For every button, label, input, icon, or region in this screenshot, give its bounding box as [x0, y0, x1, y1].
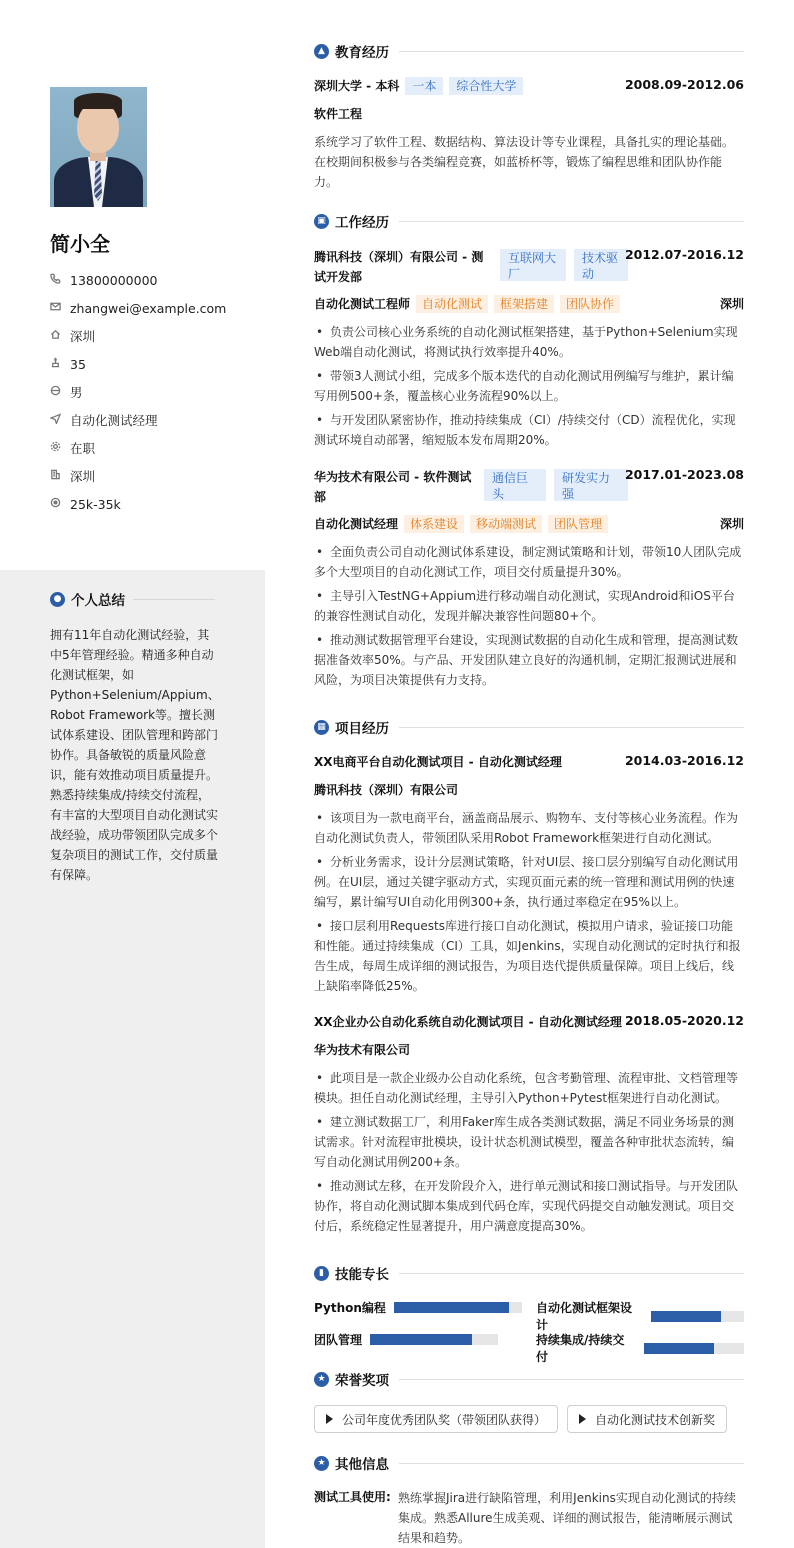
projects-heading: ▦ 项目经历	[314, 717, 744, 737]
work-heading: ▣ 工作经历	[314, 211, 744, 231]
other-label: 测试工具使用:	[314, 1490, 391, 1504]
info-email: zhangwei@example.com	[50, 294, 260, 322]
info-position: 自动化测试经理	[50, 406, 260, 434]
summary-heading: ● 个人总结	[50, 589, 215, 609]
skill-bar	[644, 1343, 744, 1354]
skill-tag: 框架搭建	[494, 295, 554, 313]
job-company: 腾讯科技（深圳）有限公司 - 测试开发部	[314, 250, 484, 284]
job-bullet: • 主导引入TestNG+Appium进行移动端自动化测试，实现Android和iOS平台的兼容性测试自动化，发现并解决兼容性问题80+个。	[314, 589, 735, 623]
education-heading: ▲ 教育经历	[314, 41, 744, 61]
job-bullet: • 与开发团队紧密协作，推动持续集成（CI）/持续交付（CD）流程优化，实现测试环境自动部署，缩短版本发布周期20%。	[314, 413, 736, 447]
project-date: 2018.05-2020.12	[624, 1013, 744, 1028]
play-icon	[326, 1414, 333, 1424]
job-tag: 技术驱动	[574, 249, 628, 281]
job-bullet: • 推动测试数据管理平台建设，实现测试数据的自动化生成和管理，提高测试数据准备效率50%。与产品、开发团队建立良好的沟通机制，定期汇报测试进展和风险，为项目决策提供有力支持。	[314, 633, 739, 687]
info-city: 深圳	[50, 322, 260, 350]
education-desc: 系统学习了软件工程、数据结构、算法设计等专业课程，具备扎实的理论基础。在校期间积极参与各类编程竞赛，如蓝桥杯等，锻炼了编程思维和团队协作能力。	[314, 135, 735, 189]
bar-chart-icon: ▮	[314, 1266, 329, 1281]
project-bullet: • 接口层利用Requests库进行接口自动化测试，模拟用户请求，验证接口功能和性能。通过持续集成（CI）工具，如Jenkins，实现自动化测试的定时执行和报告生成，每周生成详细的测试报告，为项目迭代提供质量保障。项目上线后，线上缺陷率降低25%。	[314, 919, 741, 993]
project-bullet: • 该项目为一款电商平台，涵盖商品展示、购物车、支付等核心业务流程。作为自动化测试负责人，带领团队采用Robot Framework框架进行自动化测试。	[314, 811, 739, 845]
project-company: 华为技术有限公司	[314, 1043, 411, 1057]
info-icon: ★	[314, 1456, 329, 1471]
skill-bar-fill	[394, 1302, 509, 1313]
job-bullet: • 带领3人测试小组，完成多个版本迭代的自动化测试用例编写与维护，累计编写用例500+条，覆盖核心业务流程90%以上。	[314, 369, 734, 403]
skill-item: 团队管理	[314, 1331, 498, 1348]
job-role: 自动化测试经理	[314, 517, 399, 531]
skill-bar	[651, 1311, 744, 1322]
skill-bar	[370, 1334, 498, 1345]
skill-bar-fill	[651, 1311, 720, 1322]
job-date: 2012.07-2016.12	[624, 247, 744, 262]
phone-icon	[50, 273, 70, 287]
status-icon	[50, 441, 70, 455]
project-name: XX电商平台自动化测试项目 - 自动化测试经理	[314, 755, 562, 769]
info-status: 在职	[50, 434, 260, 462]
home-icon	[50, 329, 70, 343]
skill-bar	[394, 1302, 522, 1313]
job-bullet: • 全面负责公司自动化测试体系建设，制定测试策略和计划，带领10人团队完成多个大型项目的自动化测试工作，项目交付质量提升30%。	[314, 545, 742, 579]
profile-photo	[50, 87, 147, 207]
skill-item: 持续集成/持续交付	[536, 1331, 744, 1365]
job-date: 2017.01-2023.08	[624, 467, 744, 482]
education-date: 2008.09-2012.06	[624, 77, 744, 92]
job-city: 深圳	[719, 517, 744, 531]
project-company: 腾讯科技（深圳）有限公司	[314, 783, 459, 797]
award-item[interactable]: 公司年度优秀团队奖（带领团队获得）	[314, 1405, 558, 1433]
job-tag: 通信巨头	[484, 469, 546, 501]
skill-tag: 自动化测试	[416, 295, 488, 313]
user-icon: ●	[50, 592, 65, 607]
skills-heading: ▮ 技能专长	[314, 1263, 744, 1283]
project-bullet: • 建立测试数据工厂，利用Faker库生成各类测试数据，满足不同业务场景的测试需求。针对流程审批模块，设计状态机测试模型，覆盖各种审批状态流转，编写自动化测试用例200+条。	[314, 1115, 735, 1169]
age-icon	[50, 357, 70, 371]
job-company: 华为技术有限公司 - 软件测试部	[314, 470, 472, 504]
job-tag: 研发实力强	[554, 469, 628, 501]
skill-item: Python编程	[314, 1299, 522, 1316]
education-school: 深圳大学 - 本科	[314, 79, 400, 93]
job-bullet: • 负责公司核心业务系统的自动化测试框架搭建，基于Python+Selenium实现Web端自动化测试，将测试执行效率提升40%。	[314, 325, 738, 359]
info-age: 35	[50, 350, 260, 378]
skill-tag: 团队协作	[560, 295, 620, 313]
education-tag: 综合性大学	[449, 77, 523, 95]
award-icon: ★	[314, 1372, 329, 1387]
info-gender: 男	[50, 378, 260, 406]
profile-name: 简小全	[50, 232, 110, 256]
briefcase-icon: ▣	[314, 214, 329, 229]
grid-icon: ▦	[314, 720, 329, 735]
job-role: 自动化测试工程师	[314, 297, 411, 311]
project-name: XX企业办公自动化系统自动化测试项目 - 自动化测试经理	[314, 1015, 622, 1029]
summary-text: 拥有11年自动化测试经验，其中5年管理经验。精通多种自动化测试框架，如Python+Selenium/Appium、Robot Framework等。擅长测试体系建设、团队管理和跨部门协作。具备敏锐的质量风险意识，能有效推动项目质量提升。熟悉持续集成/持续交付流程，有丰富的大型项目自动化测试实战经验，成功带领团队完成多个复杂项目的测试工作，交付质量有保障。	[50, 628, 220, 882]
skill-tag: 移动端测试	[470, 515, 542, 533]
project-bullet: • 分析业务需求，设计分层测试策略，针对UI层、接口层分别编写自动化测试用例。在UI层，通过关键字驱动方式，实现页面元素的统一管理和测试用例的快速编写，累计编写UI自动化用例300+条，执行通过率稳定在95%以上。	[314, 855, 739, 909]
project-row	[314, 1013, 744, 1030]
info-location: 深圳	[50, 462, 260, 490]
graduation-cap-icon: ▲	[314, 44, 329, 59]
project-row	[314, 753, 744, 770]
salary-icon	[50, 497, 70, 511]
skill-bar-fill	[644, 1343, 714, 1354]
project-bullet: • 此项目是一款企业级办公自动化系统，包含考勤管理、流程审批、文档管理等模块。担任自动化测试经理，主导引入Python+Pytest框架进行自动化测试。	[314, 1071, 739, 1105]
job-role-row	[314, 515, 744, 533]
education-row	[314, 77, 744, 95]
award-item[interactable]: 自动化测试技术创新奖	[567, 1405, 727, 1433]
skill-tag: 体系建设	[404, 515, 464, 533]
awards-heading: ★ 荣誉奖项	[314, 1369, 744, 1389]
building-icon	[50, 469, 70, 483]
project-bullet: • 推动测试左移，在开发阶段介入，进行单元测试和接口测试指导。与开发团队协作，将自动化测试脚本集成到代码仓库，实现代码提交自动触发测试。项目交付后，系统稳定性显著提升，用户满意度提高30%。	[314, 1179, 739, 1233]
skill-item: 自动化测试框架设计	[536, 1299, 744, 1333]
play-icon	[579, 1414, 586, 1424]
skill-tag: 团队管理	[548, 515, 608, 533]
gender-icon	[50, 385, 70, 399]
job-role-row	[314, 295, 744, 313]
info-phone: 13800000000	[50, 266, 260, 294]
education-major: 软件工程	[314, 107, 363, 121]
skill-bar-fill	[370, 1334, 472, 1345]
send-icon	[50, 413, 70, 427]
other-text: 熟练掌握Jira进行缺陷管理，利用Jenkins实现自动化测试的持续集成。熟悉Allure生成美观、详细的测试报告，能清晰展示测试结果和趋势。	[398, 1491, 736, 1545]
project-date: 2014.03-2016.12	[624, 753, 744, 768]
job-tag: 互联网大厂	[500, 249, 566, 281]
education-tag: 一本	[405, 77, 443, 95]
contact-info	[50, 266, 260, 518]
other-heading: ★ 其他信息	[314, 1453, 744, 1473]
mail-icon	[50, 301, 70, 315]
info-salary: 25k-35k	[50, 490, 260, 518]
job-city: 深圳	[719, 297, 744, 311]
